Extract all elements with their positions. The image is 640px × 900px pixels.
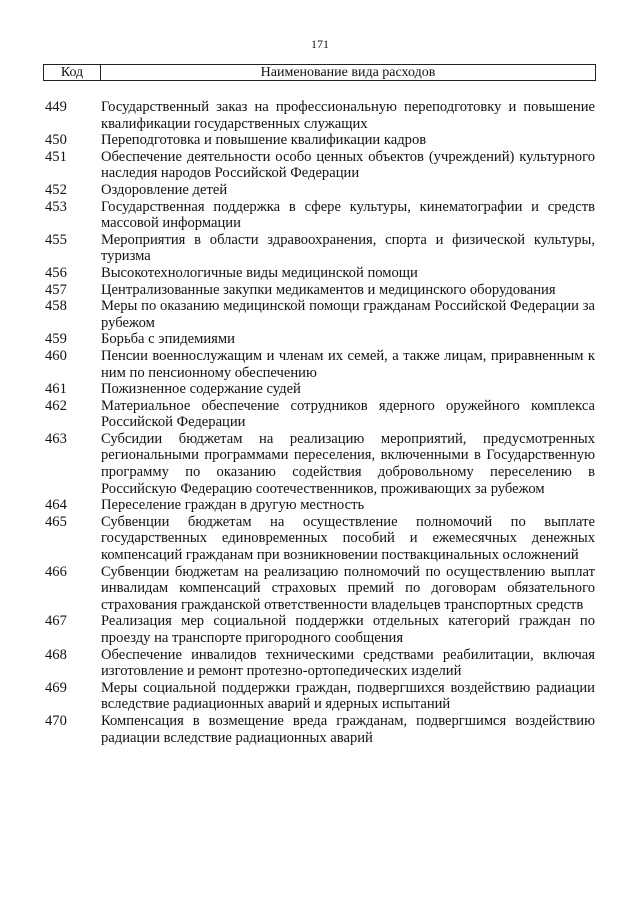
row-text: Реализация мер социальной поддержки отдельных категорий граждан по проезду на транспорте пригородного сообщения <box>101 613 595 646</box>
table-row <box>0 282 640 299</box>
row-text: Субсидии бюджетам на реализацию мероприятий, предусмотренных региональными программами переселения, включенными в Государственную программу по оказанию содействия добровольному переселению в Российскую Федерацию соотечественников, проживающих за рубежом <box>101 430 595 497</box>
page-number: 171 <box>311 37 329 51</box>
row-code: 449 <box>45 99 67 115</box>
row-text: Централизованные закупки медикаментов и медицинского оборудования <box>101 281 556 298</box>
row-code: 456 <box>45 264 67 281</box>
row-code: 464 <box>45 497 67 514</box>
row-text: Пенсии военнослужащим и членам их семей, а также лицам, приравненным к ним по пенсионному обеспечению <box>101 347 595 381</box>
row-code: 462 <box>45 397 67 414</box>
row-text: Меры социальной поддержки граждан, подвергшихся воздействию радиации вследствие радиационных аварий и ядерных испытаний <box>101 679 595 713</box>
row-text: Переподготовка и повышение квалификации кадров <box>101 132 427 149</box>
row-code: 470 <box>45 712 67 729</box>
row-text: Оздоровление детей <box>101 181 228 198</box>
table-row <box>0 149 640 182</box>
header-code: Код <box>44 65 101 80</box>
table-row <box>0 132 640 149</box>
table-row <box>0 99 640 132</box>
table-row <box>0 182 640 199</box>
table-row <box>0 265 640 282</box>
row-text: Материальное обеспечение сотрудников ядерного оружейного комплекса Российской Федерации <box>101 397 595 431</box>
row-text: Борьба с эпидемиями <box>101 331 235 348</box>
row-code: 468 <box>45 646 67 663</box>
row-code: 450 <box>45 132 67 149</box>
table-row <box>0 381 640 398</box>
table-header <box>43 64 596 81</box>
header-name: Наименование вида расходов <box>260 65 436 80</box>
table-row <box>0 398 640 431</box>
row-text: Мероприятия в области здравоохранения, спорта и физической культуры, туризма <box>101 231 595 265</box>
table-row <box>0 348 640 381</box>
row-code: 458 <box>45 298 67 315</box>
table-row <box>0 431 640 497</box>
row-text: Обеспечение деятельности особо ценных объектов (учреждений) культурного наследия народов Российской Федерации <box>101 148 595 182</box>
row-code: 463 <box>45 430 67 447</box>
row-code: 461 <box>45 381 67 398</box>
table-row <box>0 514 640 564</box>
table-row <box>0 298 640 331</box>
table-row <box>0 713 640 746</box>
table-row <box>0 647 640 680</box>
table-row <box>0 680 640 713</box>
row-code: 459 <box>45 331 67 348</box>
table-row <box>0 331 640 348</box>
row-code: 453 <box>45 198 67 215</box>
table-row <box>0 613 640 646</box>
row-code: 460 <box>45 347 67 364</box>
row-code: 467 <box>45 613 67 630</box>
row-text: Государственная поддержка в сфере культуры, кинематографии и средств массовой информации <box>101 198 595 232</box>
row-code: 457 <box>45 281 67 298</box>
row-code: 466 <box>45 563 67 580</box>
row-code: 469 <box>45 679 67 696</box>
expense-list <box>0 99 640 746</box>
row-text: Компенсация в возмещение вреда гражданам, подвергшимся воздействию радиации вследствие радиационных аварий <box>101 712 595 746</box>
row-code: 451 <box>45 148 67 165</box>
row-text: Государственный заказ на профессиональную переподготовку и повышение квалификации государственных служащих <box>101 99 595 132</box>
table-row <box>0 564 640 614</box>
row-text: Переселение граждан в другую местность <box>101 497 365 514</box>
row-code: 452 <box>45 181 67 198</box>
row-text: Пожизненное содержание судей <box>101 381 301 398</box>
row-text: Высокотехнологичные виды медицинской помощи <box>101 264 418 281</box>
row-text: Субвенции бюджетам на осуществление полномочий по выплате государственных единовременных пособий и ежемесячных денежных компенсаций гражданам при возникновении поствакцинальных осложнений <box>101 513 595 564</box>
row-code: 465 <box>45 513 67 530</box>
table-row <box>0 497 640 514</box>
row-text: Обеспечение инвалидов техническими средствами реабилитации, включая изготовление и ремонт протезно-ортопедических изделий <box>101 646 595 680</box>
row-text: Субвенции бюджетам на реализацию полномочий по осуществлению выплат инвалидам компенсаций страховых премий по договорам обязательного страхования гражданской ответственности владельцев транспортных средств <box>101 563 595 613</box>
table-row <box>0 199 640 232</box>
row-text: Меры по оказанию медицинской помощи гражданам Российской Федерации за рубежом <box>101 298 595 331</box>
row-code: 455 <box>45 231 67 248</box>
table-row <box>0 232 640 265</box>
